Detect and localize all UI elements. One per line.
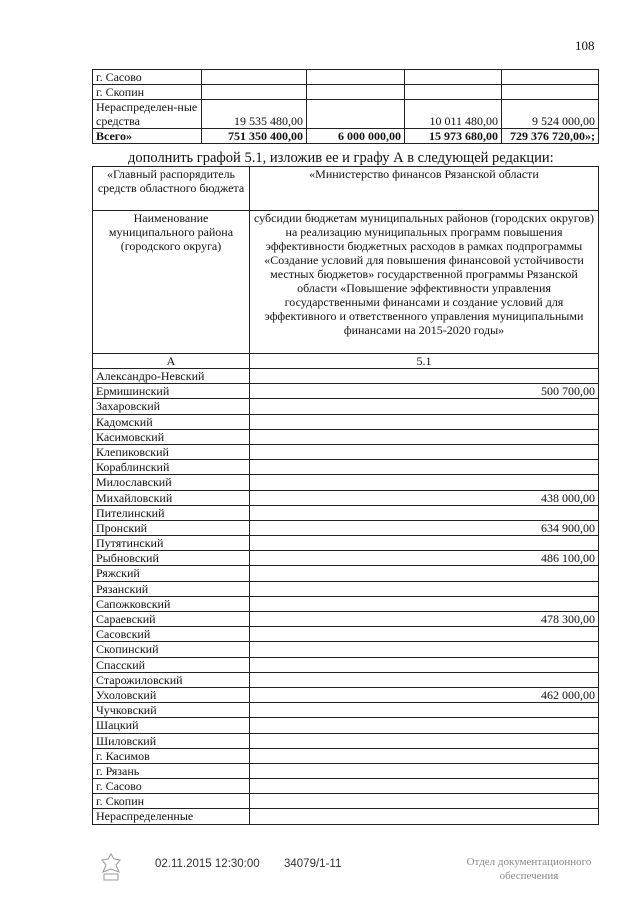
top-table-row [93, 70, 599, 85]
municipality-name: г. Скопин [93, 794, 250, 809]
top-row-name: г. Сасово [93, 70, 202, 85]
subsidy-amount [250, 748, 599, 763]
municipality-name: Рыбновский [93, 551, 250, 566]
table-row [93, 612, 599, 627]
table-row [93, 703, 599, 718]
table-row [93, 566, 599, 581]
table-row [93, 642, 599, 657]
top-row-name: Всего» [93, 129, 202, 144]
top-row-amount: 729 376 720,00»; [502, 129, 599, 144]
municipality-name: Чучковский [93, 703, 250, 718]
subsidy-table [92, 166, 599, 825]
table-row [93, 763, 599, 778]
top-row-amount [405, 85, 502, 100]
table-row [93, 748, 599, 763]
column-label-row [93, 354, 599, 369]
top-row-amount: 751 350 400,00 [202, 129, 307, 144]
column-label-5-1: 5.1 [250, 354, 599, 369]
subsidy-amount [250, 566, 599, 581]
subsidy-amount: 478 300,00 [250, 612, 599, 627]
table-row [93, 384, 599, 399]
subsidy-amount [250, 429, 599, 444]
municipality-name: г. Касимов [93, 748, 250, 763]
municipality-name: Спасский [93, 657, 250, 672]
municipality-name: г. Сасово [93, 779, 250, 794]
subsidy-amount: 462 000,00 [250, 687, 599, 702]
subsidy-amount [250, 794, 599, 809]
municipality-name: Ухоловский [93, 687, 250, 702]
municipality-name: Скопинский [93, 642, 250, 657]
municipality-name: Ряжский [93, 566, 250, 581]
table-row [93, 794, 599, 809]
table-row [93, 581, 599, 596]
municipality-name: Пителинский [93, 505, 250, 520]
top-table-row [93, 100, 599, 129]
municipality-name: Сараевский [93, 612, 250, 627]
department-stamp [454, 855, 604, 883]
subsidy-amount [250, 596, 599, 611]
table-row [93, 733, 599, 748]
footer-datetime: 02.11.2015 12:30:00 [155, 858, 260, 870]
table-row [93, 490, 599, 505]
footer-doc-number: 34079/1-11 [284, 858, 342, 870]
municipality-name: Шиловский [93, 733, 250, 748]
municipality-name: Касимовский [93, 429, 250, 444]
page-number: 108 [575, 38, 595, 53]
subsidy-amount [250, 369, 599, 384]
top-summary-table [92, 69, 599, 144]
header-row-2 [93, 211, 599, 354]
table-row [93, 520, 599, 535]
header-municipality-label: Наименование муниципального района (городского округа) [93, 211, 250, 354]
municipality-name: Нераспределенные [93, 809, 250, 824]
subsidy-amount [250, 627, 599, 642]
top-row-amount: 9 524 000,00 [502, 100, 599, 129]
subsidy-amount [250, 718, 599, 733]
header-row-1 [93, 167, 599, 211]
stamp-line-2: обеспечения [499, 870, 559, 882]
table-row [93, 809, 599, 824]
table-row [93, 779, 599, 794]
table-row [93, 536, 599, 551]
table-row [93, 657, 599, 672]
top-row-amount [307, 85, 405, 100]
table-row [93, 505, 599, 520]
subsidy-amount [250, 733, 599, 748]
stamp-line-1: Отдел документационного [466, 856, 592, 868]
top-row-name: Нераспределен-ные средства [93, 100, 202, 129]
subsidy-amount [250, 642, 599, 657]
table-row [93, 429, 599, 444]
subsidy-amount: 486 100,00 [250, 551, 599, 566]
table-row [93, 596, 599, 611]
table-row [93, 672, 599, 687]
municipality-name: Михайловский [93, 490, 250, 505]
subsidy-amount [250, 809, 599, 824]
subsidy-amount [250, 703, 599, 718]
municipality-name: г. Рязань [93, 763, 250, 778]
table-row [93, 718, 599, 733]
table-row [93, 687, 599, 702]
table-row [93, 475, 599, 490]
municipality-name: Александро-Невский [93, 369, 250, 384]
municipality-name: Старожиловский [93, 672, 250, 687]
top-row-amount: 19 535 480,00 [202, 100, 307, 129]
subsidy-amount [250, 763, 599, 778]
header-subsidy-description: субсидии бюджетам муниципальных районов (городских округов) на реализацию муниципальных программ повышения эффективности бюджетных расходов в рамках подпрограммы «Создание условий для повышения финансовой устойчивости местных бюджетов» государственной программы Рязанской области «Повышение эффективности управления государственными финансами и создание условий для эффективного и ответственного управления муниципальными финансами на 2015-2020 годы» [250, 211, 599, 354]
subsidy-amount: 500 700,00 [250, 384, 599, 399]
table-row [93, 551, 599, 566]
top-row-amount: 10 011 480,00 [405, 100, 502, 129]
top-row-amount [202, 85, 307, 100]
top-row-amount [307, 100, 405, 129]
municipality-name: Рязанский [93, 581, 250, 596]
top-row-name: г. Скопин [93, 85, 202, 100]
municipality-name: Сасовский [93, 627, 250, 642]
subsidy-amount [250, 536, 599, 551]
municipality-name: Сапожковский [93, 596, 250, 611]
top-row-amount: 6 000 000,00 [307, 129, 405, 144]
table-row [93, 414, 599, 429]
top-row-amount [307, 70, 405, 85]
municipality-name: Кораблинский [93, 460, 250, 475]
table-row [93, 460, 599, 475]
subsidy-amount [250, 672, 599, 687]
municipality-name: Пронский [93, 520, 250, 535]
instruction-text: дополнить графой 5.1, изложив ее и графу А в следующей редакции: [128, 150, 554, 166]
subsidy-amount [250, 460, 599, 475]
table-row [93, 627, 599, 642]
municipality-name: Ермишинский [93, 384, 250, 399]
subsidy-amount: 438 000,00 [250, 490, 599, 505]
emblem-icon [98, 852, 124, 882]
column-label-a: А [93, 354, 250, 369]
table-row [93, 399, 599, 414]
municipality-name: Милославский [93, 475, 250, 490]
subsidy-amount [250, 657, 599, 672]
subsidy-amount [250, 399, 599, 414]
top-row-amount: 15 973 680,00 [405, 129, 502, 144]
header-distributor-label: «Главный распорядитель средств областного бюджета [93, 167, 250, 211]
header-ministry: «Министерство финансов Рязанской области [250, 167, 599, 211]
top-row-amount [502, 70, 599, 85]
municipality-name: Клепиковский [93, 444, 250, 459]
municipality-name: Захаровский [93, 399, 250, 414]
subsidy-amount [250, 779, 599, 794]
table-row [93, 369, 599, 384]
top-total-row [93, 129, 599, 144]
municipality-name: Путятинский [93, 536, 250, 551]
subsidy-amount [250, 414, 599, 429]
top-table-row [93, 85, 599, 100]
municipality-name: Кадомский [93, 414, 250, 429]
table-row [93, 444, 599, 459]
subsidy-amount [250, 475, 599, 490]
subsidy-amount [250, 581, 599, 596]
municipality-name: Шацкий [93, 718, 250, 733]
top-row-amount [502, 85, 599, 100]
subsidy-amount: 634 900,00 [250, 520, 599, 535]
subsidy-amount [250, 505, 599, 520]
top-row-amount [405, 70, 502, 85]
top-row-amount [202, 70, 307, 85]
subsidy-amount [250, 444, 599, 459]
